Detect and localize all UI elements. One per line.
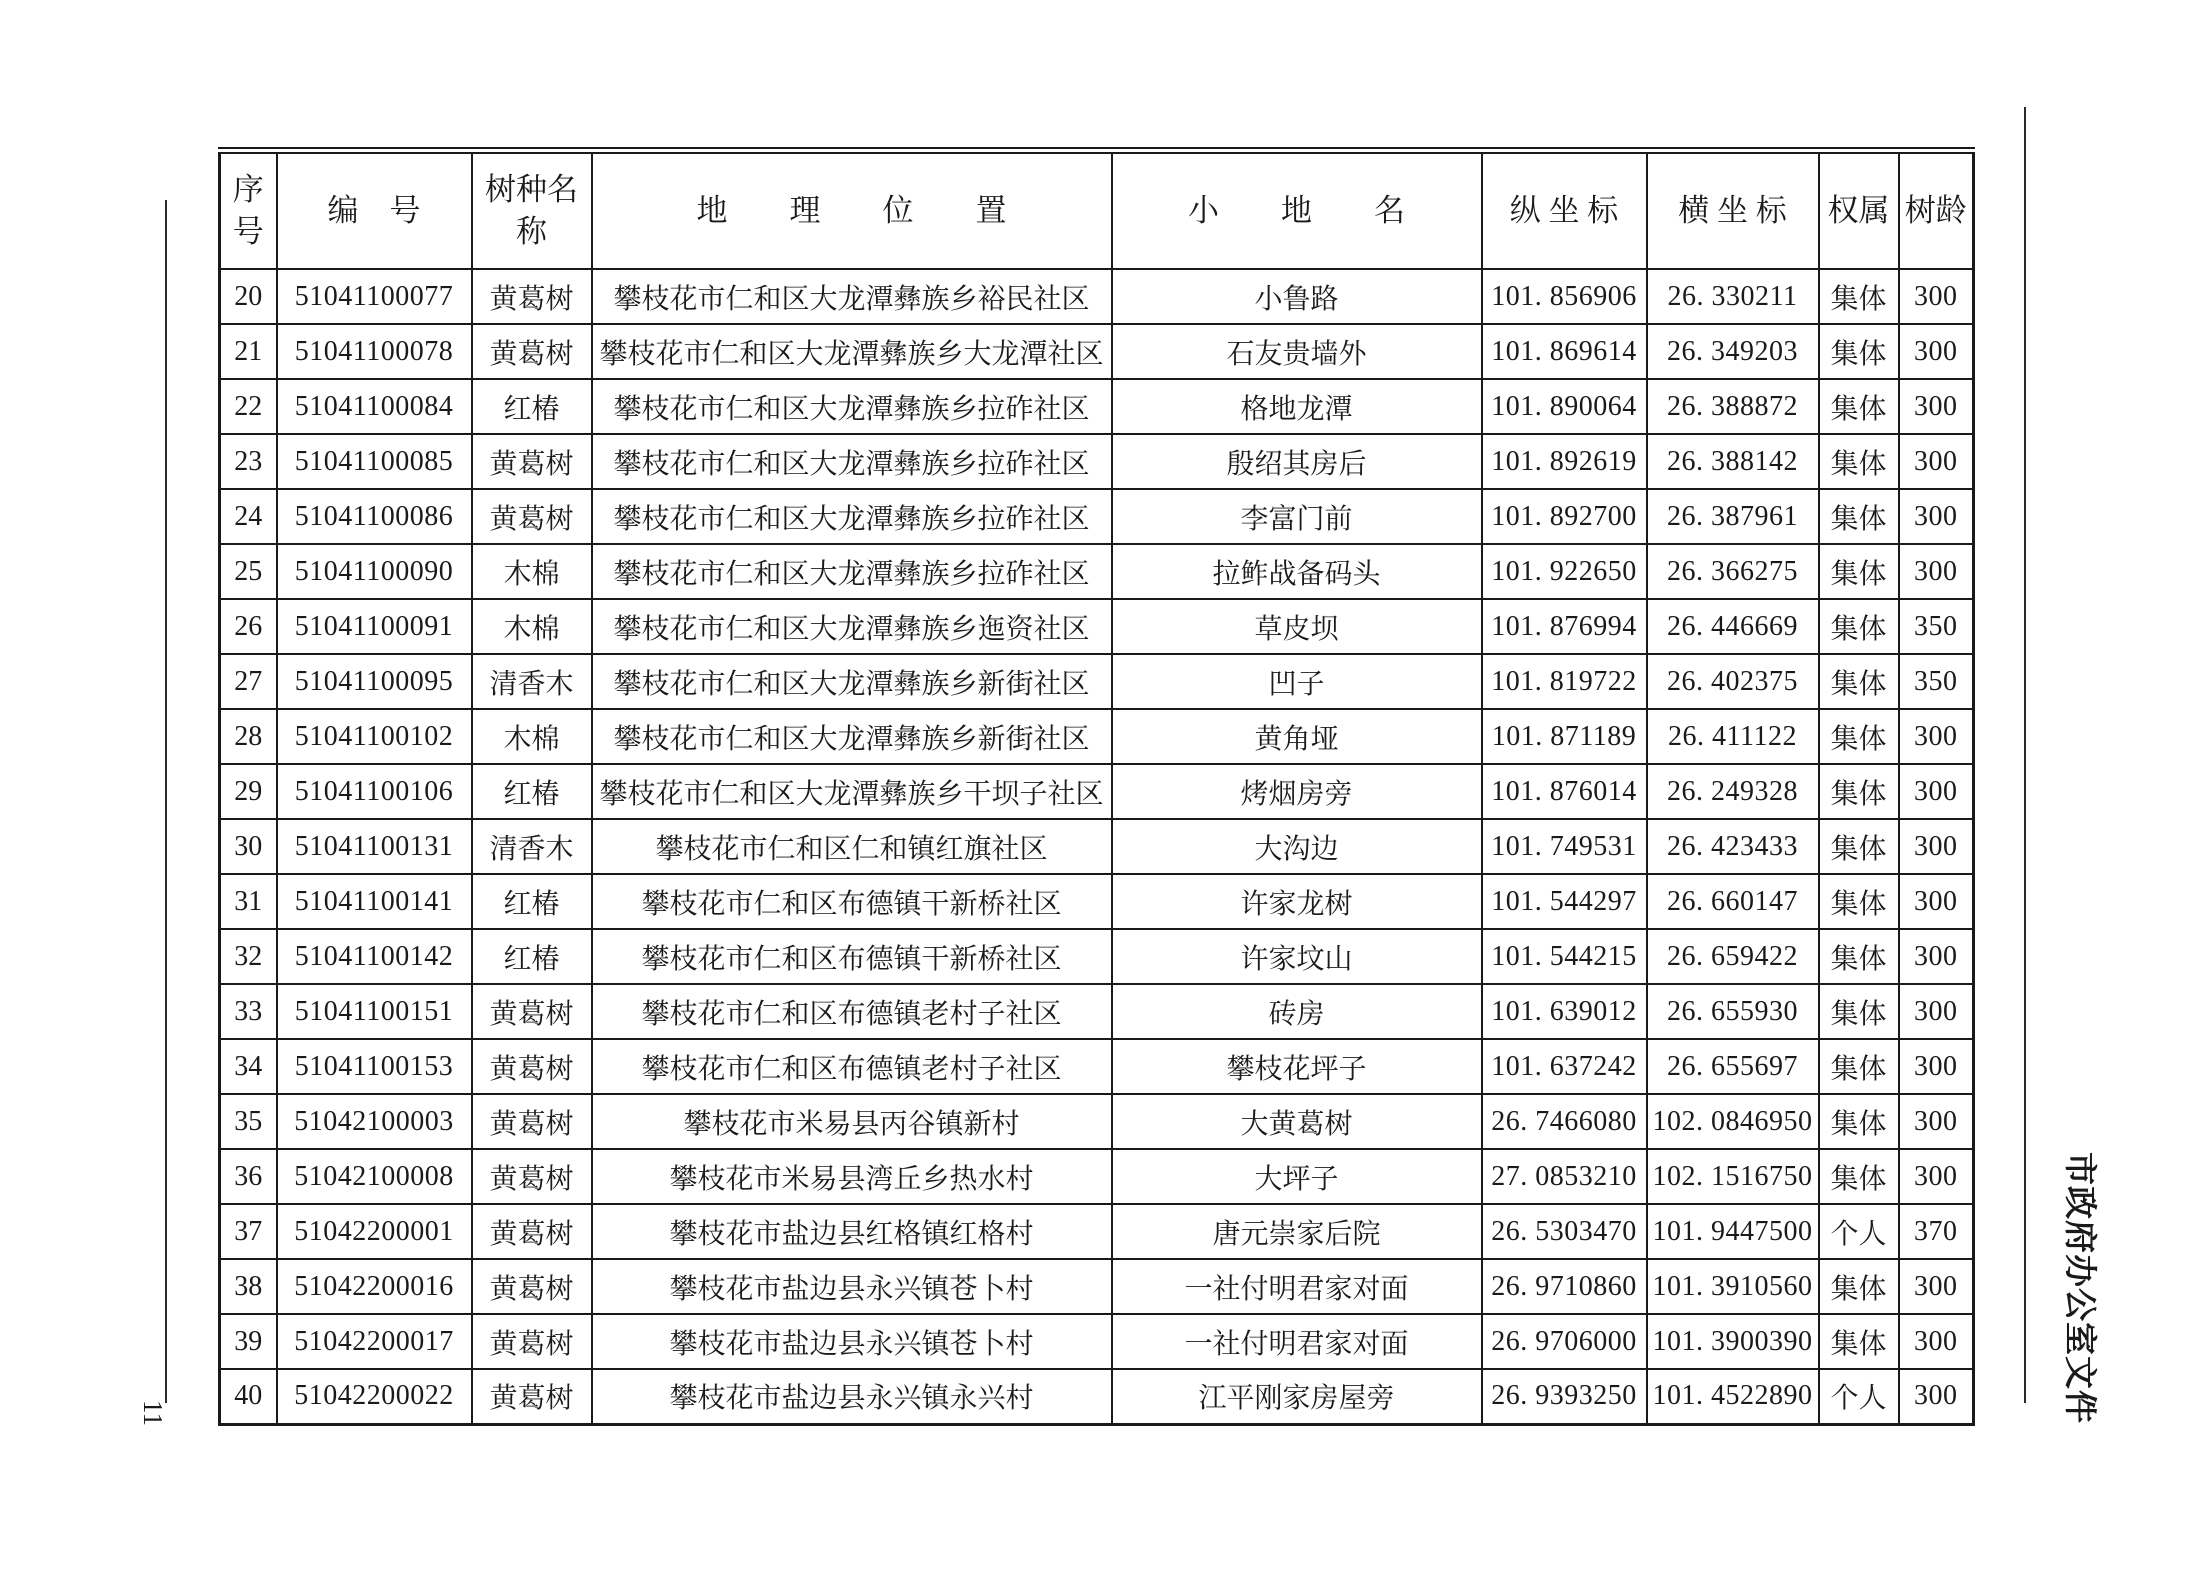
cell-place-name: 石友贵墙外 xyxy=(1112,324,1482,379)
cell-x-coordinate: 26. 349203 xyxy=(1647,324,1819,379)
cell-place-name: 李富门前 xyxy=(1112,489,1482,544)
cell-id: 51042100008 xyxy=(277,1149,472,1204)
cell-age: 350 xyxy=(1899,599,1974,654)
table-row xyxy=(220,764,1974,819)
cell-x-coordinate: 26. 411122 xyxy=(1647,709,1819,764)
cell-ownership: 集体 xyxy=(1819,764,1899,819)
cell-id: 51042200022 xyxy=(277,1369,472,1424)
cell-id: 51041100091 xyxy=(277,599,472,654)
cell-age: 300 xyxy=(1899,1149,1974,1204)
cell-y-coordinate: 27. 0853210 xyxy=(1482,1149,1647,1204)
cell-id: 51041100090 xyxy=(277,544,472,599)
cell-id: 51041100077 xyxy=(277,269,472,324)
cell-id: 51041100131 xyxy=(277,819,472,874)
table-row xyxy=(220,269,1974,324)
table-row xyxy=(220,599,1974,654)
cell-location: 攀枝花市盐边县红格镇红格村 xyxy=(592,1204,1112,1259)
cell-species: 黄葛树 xyxy=(472,1094,592,1149)
cell-ownership: 集体 xyxy=(1819,379,1899,434)
cell-location: 攀枝花市盐边县永兴镇苍卜村 xyxy=(592,1259,1112,1314)
cell-age: 370 xyxy=(1899,1204,1974,1259)
table-row xyxy=(220,1314,1974,1369)
cell-species: 黄葛树 xyxy=(472,1369,592,1424)
cell-species: 木棉 xyxy=(472,709,592,764)
col-header-age: 树龄 xyxy=(1899,151,1974,270)
cell-id: 51041100084 xyxy=(277,379,472,434)
cell-ownership: 集体 xyxy=(1819,654,1899,709)
cell-index: 26 xyxy=(220,599,277,654)
cell-id: 51041100106 xyxy=(277,764,472,819)
cell-index: 29 xyxy=(220,764,277,819)
cell-x-coordinate: 26. 366275 xyxy=(1647,544,1819,599)
cell-place-name: 拉鲊战备码头 xyxy=(1112,544,1482,599)
cell-age: 350 xyxy=(1899,654,1974,709)
cell-id: 51041100095 xyxy=(277,654,472,709)
cell-location: 攀枝花市仁和区布德镇老村子社区 xyxy=(592,984,1112,1039)
cell-location: 攀枝花市仁和区大龙潭彝族乡拉砟社区 xyxy=(592,544,1112,599)
cell-species: 木棉 xyxy=(472,544,592,599)
cell-x-coordinate: 26. 388872 xyxy=(1647,379,1819,434)
cell-ownership: 集体 xyxy=(1819,929,1899,984)
cell-place-name: 唐元崇家后院 xyxy=(1112,1204,1482,1259)
cell-x-coordinate: 26. 660147 xyxy=(1647,874,1819,929)
col-header-place-name: 小 地 名 xyxy=(1112,151,1482,270)
cell-age: 300 xyxy=(1899,929,1974,984)
cell-age: 300 xyxy=(1899,819,1974,874)
cell-index: 39 xyxy=(220,1314,277,1369)
cell-index: 27 xyxy=(220,654,277,709)
col-header-x-coordinate: 横 坐 标 xyxy=(1647,151,1819,270)
cell-species: 黄葛树 xyxy=(472,1149,592,1204)
cell-id: 51041100102 xyxy=(277,709,472,764)
cell-x-coordinate: 101. 3910560 xyxy=(1647,1259,1819,1314)
cell-index: 20 xyxy=(220,269,277,324)
cell-y-coordinate: 101. 892619 xyxy=(1482,434,1647,489)
cell-x-coordinate: 26. 655697 xyxy=(1647,1039,1819,1094)
cell-id: 51041100151 xyxy=(277,984,472,1039)
col-header-id: 编 号 xyxy=(277,151,472,270)
cell-ownership: 集体 xyxy=(1819,1039,1899,1094)
cell-y-coordinate: 101. 892700 xyxy=(1482,489,1647,544)
cell-x-coordinate: 26. 387961 xyxy=(1647,489,1819,544)
cell-index: 24 xyxy=(220,489,277,544)
cell-age: 300 xyxy=(1899,1039,1974,1094)
cell-species: 黄葛树 xyxy=(472,489,592,544)
cell-x-coordinate: 26. 655930 xyxy=(1647,984,1819,1039)
cell-id: 51042200017 xyxy=(277,1314,472,1369)
cell-y-coordinate: 101. 637242 xyxy=(1482,1039,1647,1094)
cell-y-coordinate: 101. 639012 xyxy=(1482,984,1647,1039)
table-row xyxy=(220,929,1974,984)
table-row xyxy=(220,709,1974,764)
cell-x-coordinate: 26. 446669 xyxy=(1647,599,1819,654)
col-header-location: 地 理 位 置 xyxy=(592,151,1112,270)
table-row xyxy=(220,984,1974,1039)
cell-index: 30 xyxy=(220,819,277,874)
cell-ownership: 集体 xyxy=(1819,599,1899,654)
table-row xyxy=(220,1039,1974,1094)
cell-location: 攀枝花市米易县丙谷镇新村 xyxy=(592,1094,1112,1149)
cell-ownership: 集体 xyxy=(1819,1149,1899,1204)
cell-location: 攀枝花市盐边县永兴镇苍卜村 xyxy=(592,1314,1112,1369)
cell-y-coordinate: 101. 544297 xyxy=(1482,874,1647,929)
cell-ownership: 集体 xyxy=(1819,434,1899,489)
cell-index: 22 xyxy=(220,379,277,434)
cell-index: 34 xyxy=(220,1039,277,1094)
cell-species: 黄葛树 xyxy=(472,1259,592,1314)
cell-location: 攀枝花市米易县湾丘乡热水村 xyxy=(592,1149,1112,1204)
cell-location: 攀枝花市仁和区大龙潭彝族乡拉砟社区 xyxy=(592,434,1112,489)
right-margin-rule xyxy=(2024,107,2026,1403)
cell-id: 51041100153 xyxy=(277,1039,472,1094)
cell-age: 300 xyxy=(1899,544,1974,599)
cell-y-coordinate: 101. 922650 xyxy=(1482,544,1647,599)
cell-species: 黄葛树 xyxy=(472,1204,592,1259)
cell-index: 40 xyxy=(220,1369,277,1424)
cell-place-name: 大沟边 xyxy=(1112,819,1482,874)
cell-species: 木棉 xyxy=(472,599,592,654)
cell-place-name: 殷绍其房后 xyxy=(1112,434,1482,489)
table-row xyxy=(220,874,1974,929)
table-row xyxy=(220,819,1974,874)
cell-species: 清香木 xyxy=(472,654,592,709)
table-row xyxy=(220,1204,1974,1259)
cell-y-coordinate: 26. 9706000 xyxy=(1482,1314,1647,1369)
cell-y-coordinate: 101. 890064 xyxy=(1482,379,1647,434)
cell-x-coordinate: 26. 402375 xyxy=(1647,654,1819,709)
cell-location: 攀枝花市仁和区布德镇干新桥社区 xyxy=(592,874,1112,929)
cell-location: 攀枝花市仁和区布德镇干新桥社区 xyxy=(592,929,1112,984)
cell-location: 攀枝花市仁和区大龙潭彝族乡拉砟社区 xyxy=(592,379,1112,434)
left-margin-rule xyxy=(165,200,167,1403)
cell-ownership: 集体 xyxy=(1819,709,1899,764)
cell-age: 300 xyxy=(1899,874,1974,929)
cell-id: 51042200016 xyxy=(277,1259,472,1314)
page-number: 11 xyxy=(138,1400,168,1426)
cell-y-coordinate: 101. 869614 xyxy=(1482,324,1647,379)
cell-index: 28 xyxy=(220,709,277,764)
cell-place-name: 小鲁路 xyxy=(1112,269,1482,324)
cell-ownership: 个人 xyxy=(1819,1369,1899,1424)
cell-index: 32 xyxy=(220,929,277,984)
cell-place-name: 大坪子 xyxy=(1112,1149,1482,1204)
cell-species: 红椿 xyxy=(472,764,592,819)
cell-location: 攀枝花市盐边县永兴镇永兴村 xyxy=(592,1369,1112,1424)
table-row xyxy=(220,379,1974,434)
cell-id: 51041100142 xyxy=(277,929,472,984)
header-row xyxy=(220,151,1974,270)
col-header-ownership: 权属 xyxy=(1819,151,1899,270)
cell-ownership: 集体 xyxy=(1819,819,1899,874)
cell-age: 300 xyxy=(1899,764,1974,819)
cell-x-coordinate: 26. 659422 xyxy=(1647,929,1819,984)
cell-age: 300 xyxy=(1899,269,1974,324)
table-row xyxy=(220,434,1974,489)
cell-age: 300 xyxy=(1899,1369,1974,1424)
cell-y-coordinate: 26. 7466080 xyxy=(1482,1094,1647,1149)
cell-place-name: 烤烟房旁 xyxy=(1112,764,1482,819)
cell-id: 51041100078 xyxy=(277,324,472,379)
cell-species: 清香木 xyxy=(472,819,592,874)
table-row xyxy=(220,1094,1974,1149)
cell-place-name: 砖房 xyxy=(1112,984,1482,1039)
cell-y-coordinate: 101. 544215 xyxy=(1482,929,1647,984)
cell-y-coordinate: 101. 871189 xyxy=(1482,709,1647,764)
col-header-y-coordinate: 纵 坐 标 xyxy=(1482,151,1647,270)
cell-index: 37 xyxy=(220,1204,277,1259)
table-row xyxy=(220,1149,1974,1204)
table-row xyxy=(220,544,1974,599)
cell-ownership: 集体 xyxy=(1819,269,1899,324)
cell-index: 33 xyxy=(220,984,277,1039)
cell-location: 攀枝花市仁和区大龙潭彝族乡干坝子社区 xyxy=(592,764,1112,819)
cell-y-coordinate: 26. 9710860 xyxy=(1482,1259,1647,1314)
cell-x-coordinate: 26. 388142 xyxy=(1647,434,1819,489)
cell-place-name: 许家龙树 xyxy=(1112,874,1482,929)
table-row xyxy=(220,654,1974,709)
cell-index: 21 xyxy=(220,324,277,379)
cell-species: 黄葛树 xyxy=(472,1314,592,1369)
cell-location: 攀枝花市仁和区布德镇老村子社区 xyxy=(592,1039,1112,1094)
cell-place-name: 格地龙潭 xyxy=(1112,379,1482,434)
cell-age: 300 xyxy=(1899,324,1974,379)
cell-ownership: 集体 xyxy=(1819,1259,1899,1314)
cell-x-coordinate: 101. 4522890 xyxy=(1647,1369,1819,1424)
cell-ownership: 集体 xyxy=(1819,1094,1899,1149)
cell-y-coordinate: 101. 819722 xyxy=(1482,654,1647,709)
cell-ownership: 集体 xyxy=(1819,324,1899,379)
col-header-index: 序号 xyxy=(220,151,277,270)
cell-index: 23 xyxy=(220,434,277,489)
cell-id: 51041100141 xyxy=(277,874,472,929)
cell-ownership: 集体 xyxy=(1819,1314,1899,1369)
cell-x-coordinate: 101. 9447500 xyxy=(1647,1204,1819,1259)
cell-location: 攀枝花市仁和区大龙潭彝族乡大龙潭社区 xyxy=(592,324,1112,379)
cell-place-name: 一社付明君家对面 xyxy=(1112,1314,1482,1369)
cell-species: 红椿 xyxy=(472,929,592,984)
cell-location: 攀枝花市仁和区大龙潭彝族乡迤资社区 xyxy=(592,599,1112,654)
cell-place-name: 大黄葛树 xyxy=(1112,1094,1482,1149)
cell-y-coordinate: 101. 749531 xyxy=(1482,819,1647,874)
cell-ownership: 个人 xyxy=(1819,1204,1899,1259)
cell-place-name: 许家坟山 xyxy=(1112,929,1482,984)
cell-index: 31 xyxy=(220,874,277,929)
cell-x-coordinate: 102. 0846950 xyxy=(1647,1094,1819,1149)
cell-index: 38 xyxy=(220,1259,277,1314)
cell-id: 51042100003 xyxy=(277,1094,472,1149)
cell-location: 攀枝花市仁和区大龙潭彝族乡拉砟社区 xyxy=(592,489,1112,544)
cell-id: 51041100086 xyxy=(277,489,472,544)
cell-age: 300 xyxy=(1899,1094,1974,1149)
cell-age: 300 xyxy=(1899,984,1974,1039)
table-row xyxy=(220,489,1974,544)
col-header-species: 树种名称 xyxy=(472,151,592,270)
table-row xyxy=(220,324,1974,379)
cell-species: 黄葛树 xyxy=(472,269,592,324)
cell-age: 300 xyxy=(1899,1259,1974,1314)
cell-y-coordinate: 26. 5303470 xyxy=(1482,1204,1647,1259)
cell-index: 36 xyxy=(220,1149,277,1204)
cell-age: 300 xyxy=(1899,379,1974,434)
cell-species: 黄葛树 xyxy=(472,324,592,379)
cell-species: 红椿 xyxy=(472,874,592,929)
cell-x-coordinate: 26. 249328 xyxy=(1647,764,1819,819)
cell-place-name: 江平刚家房屋旁 xyxy=(1112,1369,1482,1424)
cell-species: 黄葛树 xyxy=(472,984,592,1039)
cell-species: 黄葛树 xyxy=(472,434,592,489)
side-label-vertical-text: 市政府办公室文件 xyxy=(2061,1152,2097,1424)
cell-age: 300 xyxy=(1899,434,1974,489)
cell-species: 红椿 xyxy=(472,379,592,434)
cell-location: 攀枝花市仁和区大龙潭彝族乡新街社区 xyxy=(592,709,1112,764)
cell-age: 300 xyxy=(1899,1314,1974,1369)
cell-id: 51041100085 xyxy=(277,434,472,489)
cell-x-coordinate: 102. 1516750 xyxy=(1647,1149,1819,1204)
table-row xyxy=(220,1259,1974,1314)
cell-index: 35 xyxy=(220,1094,277,1149)
cell-species: 黄葛树 xyxy=(472,1039,592,1094)
cell-index: 25 xyxy=(220,544,277,599)
cell-location: 攀枝花市仁和区大龙潭彝族乡裕民社区 xyxy=(592,269,1112,324)
cell-id: 51042200001 xyxy=(277,1204,472,1259)
cell-ownership: 集体 xyxy=(1819,874,1899,929)
cell-y-coordinate: 101. 876994 xyxy=(1482,599,1647,654)
cell-y-coordinate: 26. 9393250 xyxy=(1482,1369,1647,1424)
cell-y-coordinate: 101. 876014 xyxy=(1482,764,1647,819)
cell-y-coordinate: 101. 856906 xyxy=(1482,269,1647,324)
cell-place-name: 攀枝花坪子 xyxy=(1112,1039,1482,1094)
cell-age: 300 xyxy=(1899,489,1974,544)
cell-ownership: 集体 xyxy=(1819,544,1899,599)
cell-place-name: 凹子 xyxy=(1112,654,1482,709)
cell-age: 300 xyxy=(1899,709,1974,764)
cell-x-coordinate: 26. 423433 xyxy=(1647,819,1819,874)
table-row xyxy=(220,1369,1974,1424)
cell-x-coordinate: 101. 3900390 xyxy=(1647,1314,1819,1369)
cell-location: 攀枝花市仁和区大龙潭彝族乡新街社区 xyxy=(592,654,1112,709)
cell-place-name: 黄角垭 xyxy=(1112,709,1482,764)
ancient-trees-table xyxy=(218,147,1975,1426)
cell-ownership: 集体 xyxy=(1819,984,1899,1039)
cell-place-name: 草皮坝 xyxy=(1112,599,1482,654)
cell-location: 攀枝花市仁和区仁和镇红旗社区 xyxy=(592,819,1112,874)
cell-place-name: 一社付明君家对面 xyxy=(1112,1259,1482,1314)
cell-x-coordinate: 26. 330211 xyxy=(1647,269,1819,324)
cell-ownership: 集体 xyxy=(1819,489,1899,544)
